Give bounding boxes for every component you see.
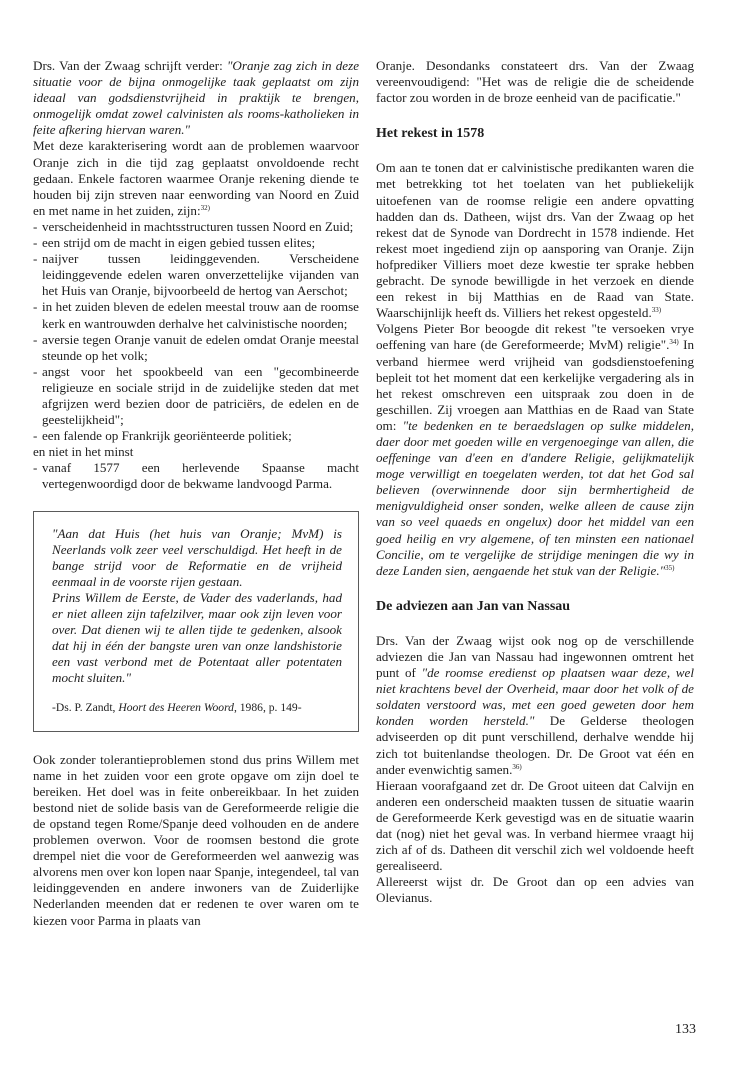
factors-paragraph	[33, 138, 359, 218]
list-item: - een strijd om de macht in eigen gebied tussen elites;	[33, 235, 359, 251]
rekest-paragraph	[376, 160, 694, 321]
continuation-paragraph: Oranje. Desondanks constateert drs. Van der Zwaag vereenvoudigend: "Het was de religie die de scheidende factor zou worden in de broze eenheid van de pacificatie."	[376, 58, 694, 106]
factors-text: Met deze karakterisering wordt aan de problemen waarvoor Oranje zich in die tijd zag geplaatst onvoldoende recht gedaan. Enkele factoren waarmee Oranje rekening diende te houden bij zijn streven naar eenwording van Noord en Zuid en met name in het zuiden, zijn:	[33, 138, 359, 218]
intro-lead: Drs. Van der Zwaag schrijft verder:	[33, 58, 227, 73]
list-item: - verscheidenheid in machtsstructuren tussen Noord en Zuid;	[33, 219, 359, 235]
section-heading: De adviezen aan Jan van Nassau	[376, 598, 571, 614]
list-item: - een falende op Frankrijk georiënteerde politiek;	[33, 428, 359, 444]
bor-paragraph	[376, 321, 694, 579]
list-item: - angst voor het spookbeeld van een "gecombineerde religieuze en sociale strijd in de zuidelijke steden dat met afgrijzen werd bezien door de patriciërs, de edelen en de geestelijkheid";	[33, 364, 359, 428]
list-item: - vanaf 1577 een herlevende Spaanse macht vertegenwoordigd door de bekwame landvoogd Parma.	[33, 460, 359, 492]
list-item: - aversie tegen Oranje vanuit de edelen omdat Oranje meestal steunde op het volk;	[33, 332, 359, 364]
list-connector: en niet in het minst	[33, 444, 134, 460]
rekest-text: Om aan te tonen dat er calvinistische predikanten waren die met betrekking tot het toelaten van het publiekelijk uitoefenen van de roomse religie een andere opvatting hadden dan ds. Datheen, wijst drs. Van der Zwaag op het rekest dat de Synode van Dordrecht in 1578 indiende. Het rekest moet ingediend zijn op aansporing van Oranje. Zijn hofprediker Villiers moet deze kwestie ter sprake hebben gebracht. De synode bewilligde in het verzoek en diende een rekest in bij Matthias en de Raad van State. Waarschijnlijk heeft ds. Villiers het rekest opgesteld.	[376, 160, 694, 321]
bor-quote: "te bedenken en te beraedslagen op sulke middelen, daer door met goeden wille en vergenoeginge van allen, die oeffeninge van d'een en d'andere Religie, gelijkmatelijk moge verwilligt en toegelaten werden, tot dat het God sal believen (overwinnende door sijn bermhertigheid de menigvuldigheid onser sonden, welke alleen de cause zijn van so veel quaeds en ongelux) door het middel van een goed heilig en vry algemene, of ten minsten een nationael Concilie, om te vergelijke de strijdige meningen die wy in deze Landen sien, aengaende het stuk van der Religie."	[376, 417, 694, 578]
bor-text-b: In verband hiermee werd vrijheid van godsdienstoefening bepleit tot het moment dat een kerkelijke vergadering als in het rekest omschreven een uitspraak zou doen in de geschillen. Zij vroegen aan Matthias en de Raad van State om:	[376, 337, 695, 433]
footnote-marker: 33)	[651, 306, 662, 315]
nassau-text-a: Drs. Van der Zwaag wijst ook nog op de verschillende adviezen die Jan van Nassau had ingewonnen omtrent het punt of	[376, 632, 694, 681]
quote-text-1: "Aan dat Huis (het huis van Oranje; MvM) is Neerlands volk zeer veel verschuldigd. Het heeft in de bange strijd voor de Reformatie en de vrijheid eenmaal in de voorste rijen gestaan.	[52, 525, 342, 589]
left-column	[33, 58, 359, 929]
factors-list-end	[33, 460, 359, 492]
footnote-marker: 35)	[665, 563, 675, 572]
footnote-marker: 34)	[669, 338, 679, 347]
factors-list	[33, 219, 359, 444]
page-number: 133	[675, 1022, 696, 1037]
section-heading: Het rekest in 1578	[376, 126, 485, 142]
nassau-text-b: De Gelderse theologen adviseerden op dit punt verschillend, derhalve wendde hij zich tot buitenlandse theologen. Dr. De Groot vat één en ander evenwichtig samen.	[376, 713, 694, 777]
intro-paragraph	[33, 58, 359, 138]
quote-text-2: Prins Willem de Eerste, de Vader des vaderlands, had er niet alleen zijn tafelzilver, maar ook zijn leven voor over. Dat dienen wij te allen tijde te gedenken, alsook dat hij in één der bangste uren van onze landshistorie een vast verbond met de Potentaat aller potentaten mocht sluiten."	[52, 589, 342, 686]
quote-box	[33, 511, 359, 732]
nassau-quote: "de roomse eredienst op plaatsen waar deze, wel niet krachtens bevel der Overheid, maar door het volk of de soldaten verstoord was, met een goed geweten door hem konden worden hersteld."	[376, 665, 694, 729]
footnote-marker: 32)	[200, 203, 210, 212]
quote-source-title: Hoort des Heeren Woord	[118, 701, 234, 715]
calvijn-paragraph: Hieraan voorafgaand zet dr. De Groot uiteen dat Calvijn en anderen een onderscheid maakten tussen de situatie waarin de Gereformeerde Kerk gevestigd was en de situatie waarin dat (nog) niet het geval was. In verband hiermee vraagt hij zich af of ds. Datheen dit verschil zich wel voldoende heeft gerealiseerd.	[376, 777, 694, 874]
quote-source	[52, 700, 342, 716]
bor-text-a: Volgens Pieter Bor beoogde dit rekest "te versoeken vrye oeffening van hare (de Gereformeerde; MvM) religie".	[376, 321, 694, 353]
willem-paragraph: Ook zonder tolerantieproblemen stond dus prins Willem met name in het zuiden voor een grote opgave om zijn doel te bereiken. Het doel was in feite onbereikbaar. In het zuiden bestond niet de solide basis van de Gereformeerde religie die de opstand tegen Rome/Spanje deed volhouden en de andere problemen overwon. Voor de roomsen bestond die grote drempel niet die voor de Gereformeerden wel aanwezig was alvorens men over kon lopen naar Spanje, integendeel, tal van leidinggevenden en andere inwoners van de Zuiderlijke Nederlanden meenden dat er redenen te over waren om te kiezen voor Parma in plaats van	[33, 751, 359, 928]
right-column	[376, 58, 694, 907]
quote-source-author: -Ds. P. Zandt,	[52, 701, 119, 715]
quote-source-rest: , 1986, p. 149-	[233, 701, 302, 715]
nassau-paragraph	[376, 633, 694, 778]
olevianus-paragraph: Allereerst wijst dr. De Groot dan op een advies van Olevianus.	[376, 874, 694, 906]
list-item: - in het zuiden bleven de edelen meestal trouw aan de roomse kerk en wantrouwden derhalve het calvinistische noorden;	[33, 299, 359, 331]
list-item: - naijver tussen leidinggevenden. Verscheidene leidinggevende edelen waren onverzettelijke vijanden van het Huis van Oranje, bijvoorbeeld de hertog van Aerschot;	[33, 251, 359, 299]
intro-quote: "Oranje zag zich in deze situatie voor de bijna onmogelijke taak geplaatst om zijn ideaal van godsdienstvrijheid in praktijk te brengen, onmogelijk omdat zowel calvinisten als rooms-katholieken in feite afkering hiervan waren."	[33, 58, 359, 138]
footnote-marker: 36)	[512, 762, 522, 771]
